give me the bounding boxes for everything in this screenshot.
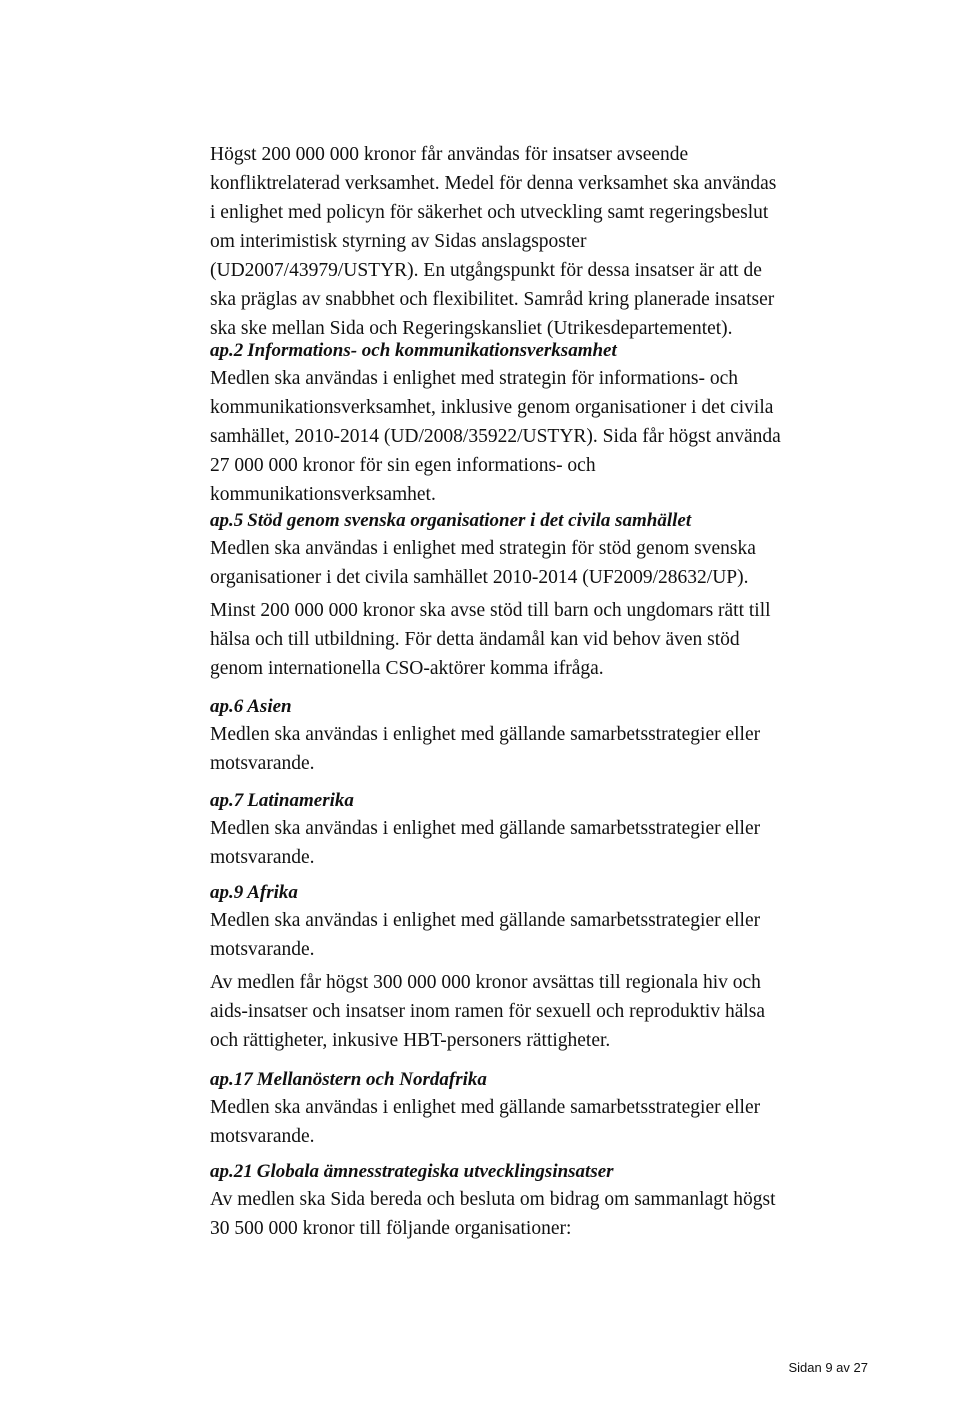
text-line: Av medlen får högst 300 000 000 kronor avsättas till regionala hiv och <box>210 972 761 993</box>
section-heading <box>210 507 870 534</box>
text-line: Högst 200 000 000 kronor får användas för insatser avseende <box>210 144 689 165</box>
text-line: samhället, 2010-2014 (UD/2008/35922/USTYR). Sida får högst använda <box>210 426 781 447</box>
section-title: Informations- och kommunikationsverksamhet <box>247 340 617 361</box>
paragraph <box>210 968 870 1055</box>
section-number: ap.17 <box>210 1069 253 1090</box>
section-heading <box>210 879 870 906</box>
section-number: ap.2 <box>210 340 244 361</box>
page-number: Sidan 9 av 27 <box>788 1360 868 1375</box>
text-line: konfliktrelaterad verksamhet. Medel för denna verksamhet ska användas <box>210 173 777 194</box>
text-line: Medlen ska användas i enlighet med gällande samarbetsstrategier eller <box>210 910 761 931</box>
text-line: genom internationella CSO-aktörer komma ifråga. <box>210 658 604 679</box>
text-line: ska ske mellan Sida och Regeringskansliet (Utrikesdepartementet). <box>210 318 733 339</box>
section-title: Afrika <box>247 882 298 903</box>
text-line: Medlen ska användas i enlighet med gällande samarbetsstrategier eller <box>210 1097 761 1118</box>
section-heading <box>210 693 870 720</box>
text-line: kommunikationsverksamhet. <box>210 484 436 505</box>
section-number: ap.7 <box>210 790 244 811</box>
text-line: (UD2007/43979/USTYR). En utgångspunkt för dessa insatser är att de <box>210 260 762 281</box>
section-heading <box>210 1158 870 1185</box>
section-title: Mellanöstern och Nordafrika <box>256 1069 487 1090</box>
paragraph <box>210 596 870 683</box>
text-line: Medlen ska användas i enlighet med strategin för informations- och <box>210 368 738 389</box>
section-number: ap.6 <box>210 696 244 717</box>
text-line: Av medlen ska Sida bereda och besluta om bidrag om sammanlagt högst <box>210 1189 776 1210</box>
text-line: Minst 200 000 000 kronor ska avse stöd till barn och ungdomars rätt till <box>210 600 771 621</box>
section-heading <box>210 1066 870 1093</box>
section-ap6 <box>210 693 870 778</box>
text-line: organisationer i det civila samhället 2010-2014 (UF2009/28632/UP). <box>210 567 749 588</box>
text-line: motsvarande. <box>210 847 315 868</box>
text-line: Medlen ska användas i enlighet med gällande samarbetsstrategier eller <box>210 724 761 745</box>
text-line: om interimistisk styrning av Sidas anslagsposter <box>210 231 587 252</box>
section-title: Globala ämnesstrategiska utvecklingsinsatser <box>256 1161 614 1182</box>
intro-paragraph <box>210 140 870 343</box>
section-number: ap.9 <box>210 882 244 903</box>
text-line: motsvarande. <box>210 1126 315 1147</box>
text-line: Medlen ska användas i enlighet med gällande samarbetsstrategier eller <box>210 818 761 839</box>
text-line: ska präglas av snabbhet och flexibilitet. Samråd kring planerade insatser <box>210 289 775 310</box>
text-line: hälsa och till utbildning. För detta ändamål kan vid behov även stöd <box>210 629 740 650</box>
section-ap21 <box>210 1158 870 1243</box>
text-line: i enlighet med policyn för säkerhet och utveckling samt regeringsbeslut <box>210 202 769 223</box>
text-line: kommunikationsverksamhet, inklusive genom organisationer i det civila <box>210 397 774 418</box>
section-heading <box>210 787 870 814</box>
section-number: ap.5 <box>210 510 244 531</box>
text-line: 27 000 000 kronor för sin egen informations- och <box>210 455 596 476</box>
section-ap7 <box>210 787 870 872</box>
text-line: Medlen ska användas i enlighet med strategin för stöd genom svenska <box>210 538 756 559</box>
section-heading <box>210 337 870 364</box>
section-ap5 <box>210 507 870 592</box>
section-title: Asien <box>247 696 292 717</box>
text-line: motsvarande. <box>210 939 315 960</box>
text-line: aids-insatser och insatser inom ramen för sexuell och reproduktiv hälsa <box>210 1001 766 1022</box>
section-title: Latinamerika <box>247 790 354 811</box>
text-line: 30 500 000 kronor till följande organisationer: <box>210 1218 572 1239</box>
section-number: ap.21 <box>210 1161 253 1182</box>
section-ap9 <box>210 879 870 964</box>
section-title: Stöd genom svenska organisationer i det civila samhället <box>247 510 692 531</box>
text-line: motsvarande. <box>210 753 315 774</box>
section-ap17 <box>210 1066 870 1151</box>
section-ap2 <box>210 337 870 509</box>
text-line: och rättigheter, inkusive HBT-personers rättigheter. <box>210 1030 611 1051</box>
